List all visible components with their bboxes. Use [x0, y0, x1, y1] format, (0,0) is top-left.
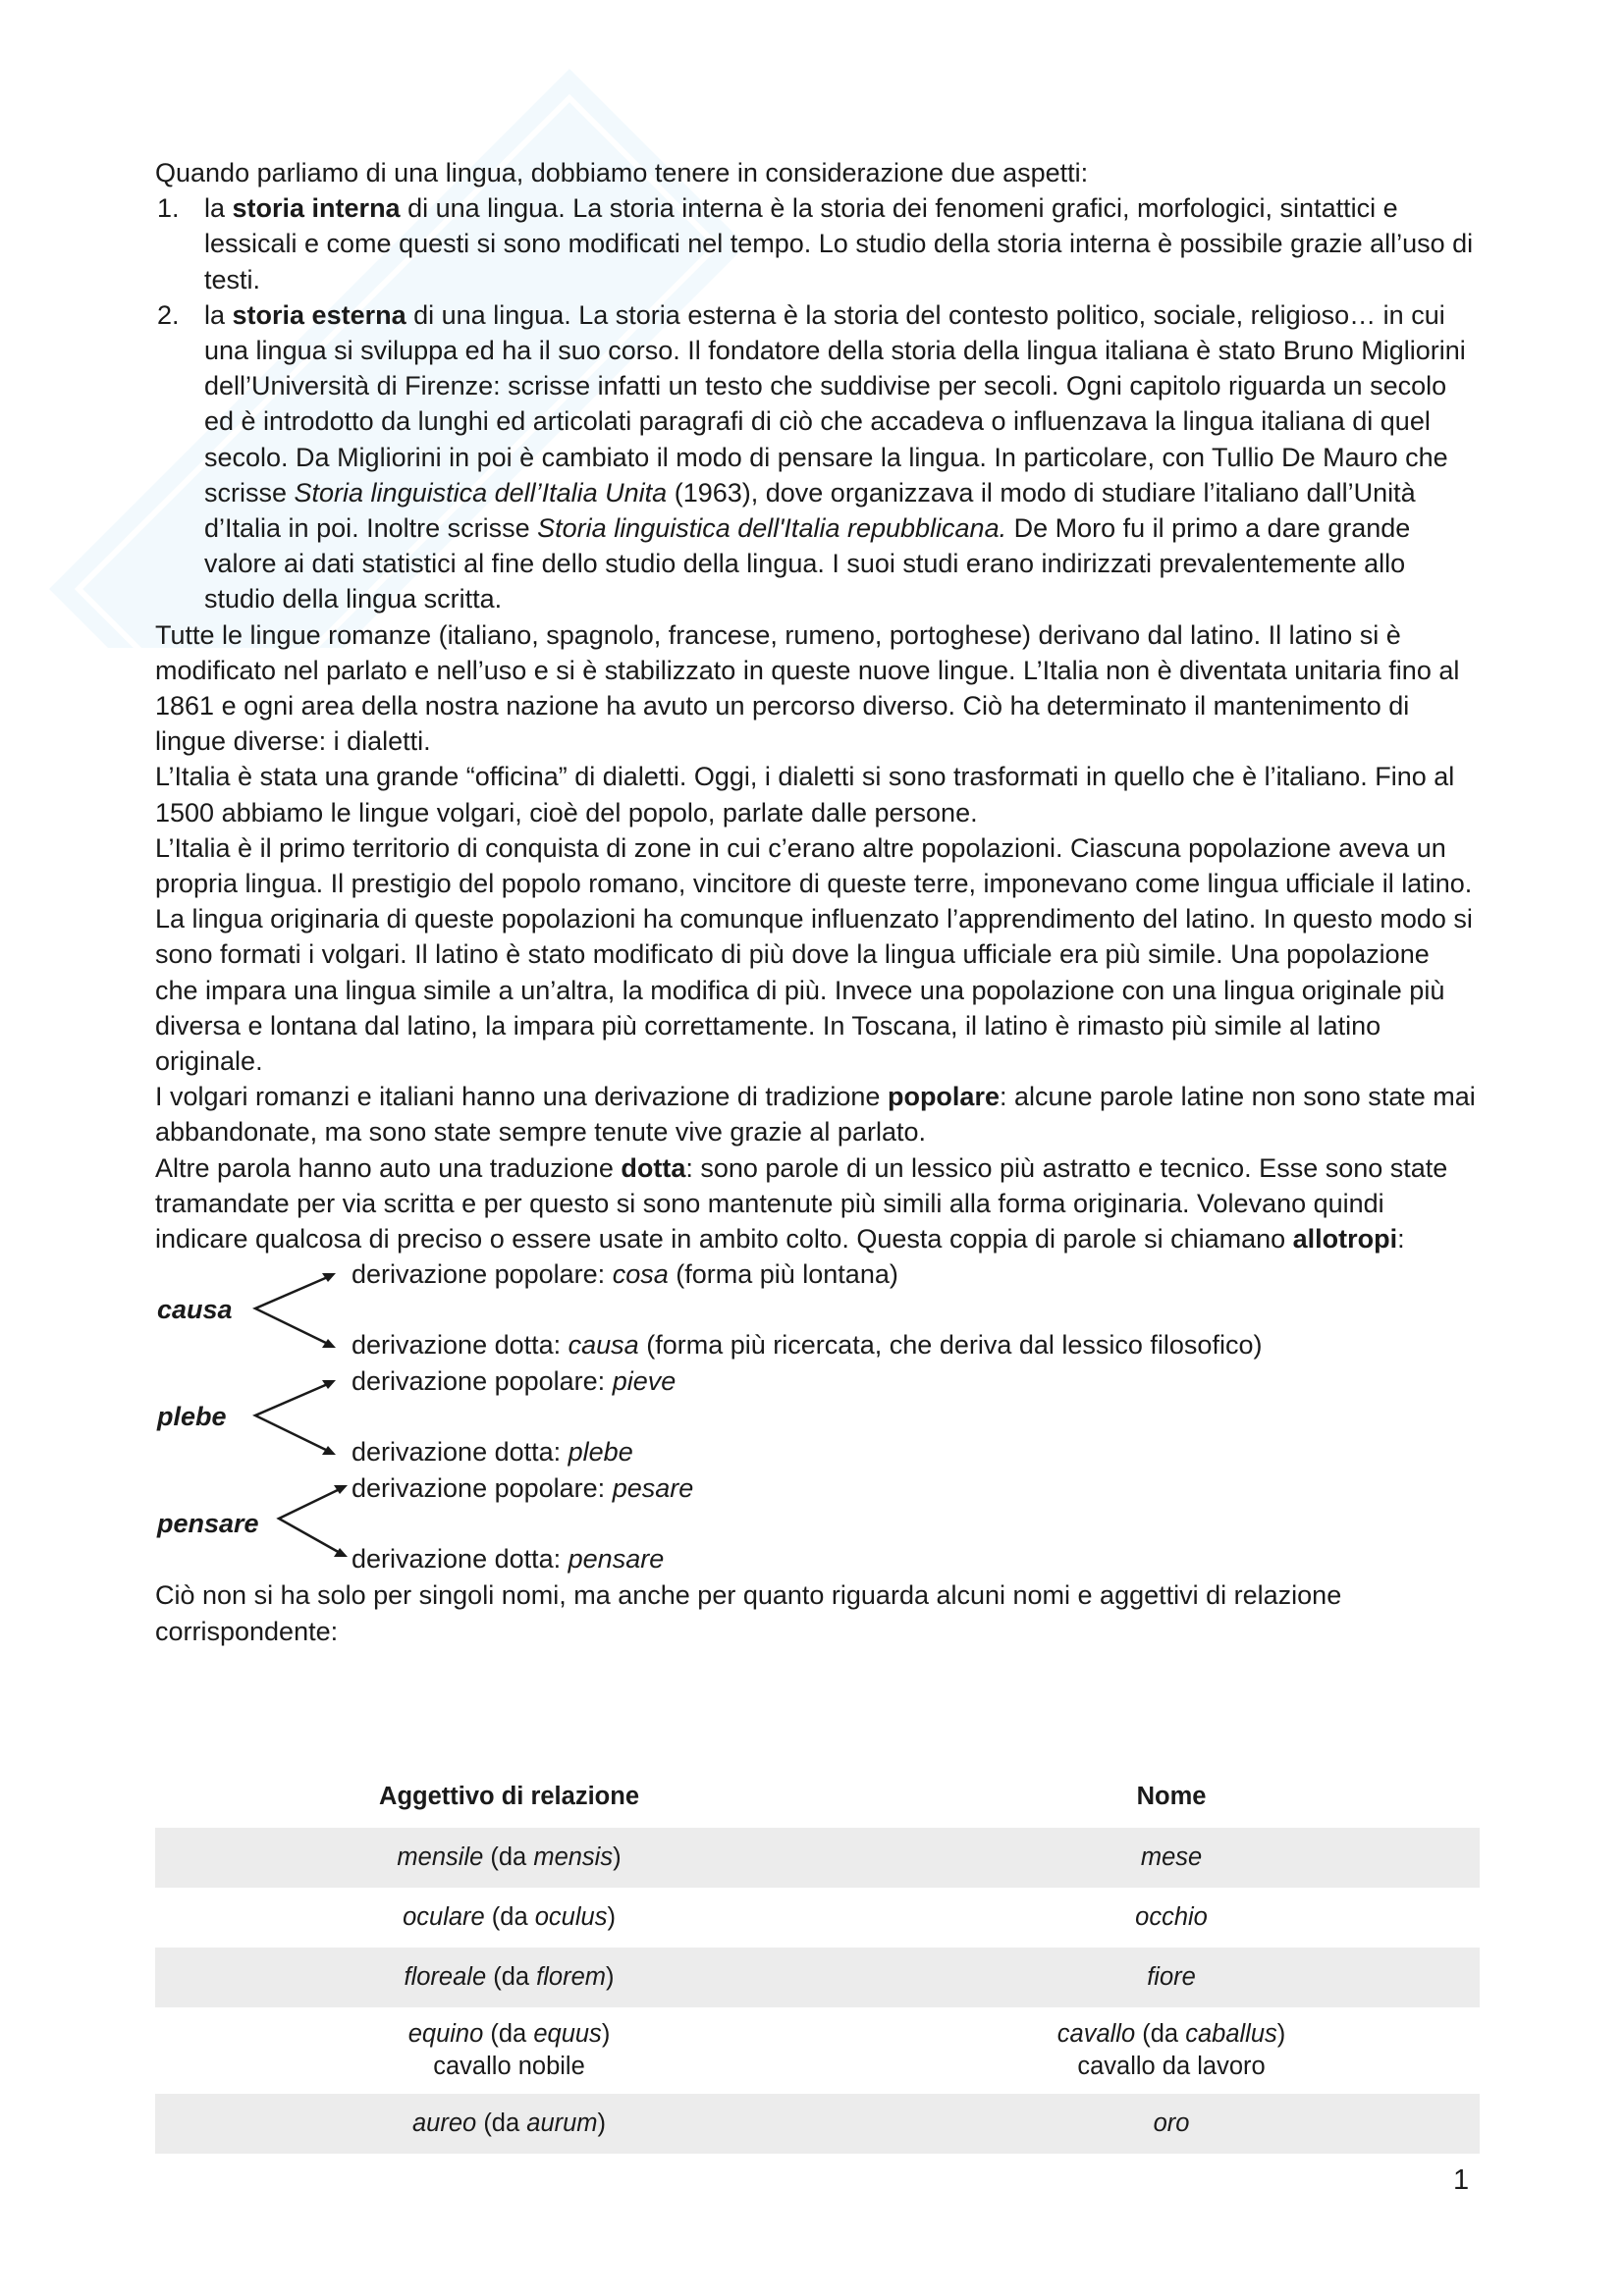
- table-cell: floreale (da florem): [155, 1948, 863, 2007]
- term-allotropi: allotropi: [1292, 1224, 1398, 1255]
- allotrope-word: causa: [157, 1295, 233, 1325]
- paragraph-popolare: I volgari romanzi e italiani hanno una derivazione di tradizione popolare: alcune parole latine non sono state mai abbandonate, ma sono state sempre tenute vive grazie al parlato.: [155, 1082, 1476, 1148]
- table-row: [155, 1828, 1480, 1888]
- table-cell: occhio: [1135, 1903, 1208, 1931]
- book-title: Storia linguistica dell'Italia repubblicana.: [537, 513, 1007, 544]
- table-cell: mese: [863, 1828, 1480, 1888]
- derivation-popular: derivazione popolare: pieve: [352, 1366, 677, 1397]
- column-header: Nome: [1136, 1782, 1207, 1810]
- relation-table: [155, 1765, 1480, 2154]
- paragraph: L’Italia è stata una grande “officina” di dialetti. Oggi, i dialetti si sono trasformati in quello che è l’italiano. Fino al 1500 abbiamo le lingue volgari, cioè del popolo, parlate dalle persone.: [155, 762, 1455, 828]
- allotropes-diagram: [155, 1256, 1476, 1577]
- allotrope-word: plebe: [157, 1402, 227, 1432]
- term-storia-interna: storia interna: [232, 193, 401, 224]
- derivation-learned: derivazione dotta: plebe: [352, 1437, 633, 1468]
- term-storia-esterna: storia esterna: [232, 299, 406, 330]
- table-row: [155, 1888, 1480, 1948]
- document-body: [155, 155, 1476, 1649]
- paragraph: L’Italia è il primo territorio di conquista di zone in cui c’erano altre popolazioni. Ciascuna popolazione aveva un propria lingua. Il prestigio del popolo romano, vincitore di queste terre, imponevano come lingua ufficiale il latino. La lingua originaria di queste popolazioni ha comunque influenzato l’apprendimento del latino. In questo modo si sono formati i volgari. Il latino è stato modificato di più dove la lingua ufficiale era più simile. Una popolazione che impara una lingua simile a un’altra, la modifica di più. Invece una popolazione con una lingua originale più diversa e lontana dal latino, la impara più correttamente. In Toscana, il latino è rimasto più simile al latino originale.: [155, 832, 1473, 1077]
- table-row: [155, 2007, 1480, 2094]
- table-cell: fiore: [863, 1948, 1480, 2007]
- table-cell: cavallo (da caballus) cavallo da lavoro: [1056, 2020, 1286, 2080]
- book-title: Storia linguistica dell’Italia Unita: [294, 477, 668, 507]
- table-row: [155, 1948, 1480, 2007]
- aspects-list: [155, 190, 1476, 616]
- column-header: Aggettivo di relazione: [379, 1782, 639, 1810]
- term-popolare: popolare: [887, 1082, 1000, 1112]
- list-number: 1.: [157, 193, 180, 224]
- table-cell: oculare (da oculus): [403, 1903, 616, 1931]
- paragraph-dotta: Altre parola hanno auto una traduzione dotta: sono parole di un lessico più astratto e tecnico. Esse sono state tramandate per via scritta e per questo si sono mantenute più simili alla forma originaria. Volevano quindi indicare qualcosa di preciso o essere usate in ambito colto. Questa coppia di parole si chiamano allotropi:: [155, 1152, 1448, 1255]
- allotrope-pair: [155, 1470, 1476, 1577]
- list-item: 2. la storia esterna di una lingua. La storia esterna è la storia del contesto politico, sociale, religioso… in cui una lingua si sviluppa ed ha il suo corso. Il fondatore della storia della lingua italiana è stato Bruno Migliorini dell’Università di Firenze: scrisse infatti un testo che suddivise per secoli. Ogni capitolo riguarda un secolo ed è introdotto da lunghi ed articolati paragrafi di ciò che accadeva o influenzava la lingua italiana di quel secolo. Da Migliorini in poi è cambiato il modo di pensare la lingua. In particolare, con Tullio De Mauro che scrisse Storia linguistica dell’Italia Unita (1963), dove organizzava il modo di studiare l’italiano dall’Unità d’Italia in poi. Inoltre scrisse Storia linguistica dell'Italia repubblicana. De Moro fu il primo a dare grande valore ai dati statistici al fine dello studio della lingua. I suoi studi erano indirizzati prevalentemente allo studio della lingua scritta.: [155, 297, 1476, 617]
- allotrope-pair: [155, 1256, 1476, 1363]
- page-number: 1: [1453, 2164, 1470, 2196]
- derivation-popular: derivazione popolare: cosa (forma più lontana): [352, 1259, 898, 1290]
- table-row: [155, 2094, 1480, 2154]
- derivation-learned: derivazione dotta: pensare: [352, 1544, 665, 1575]
- table-cell: mensile (da mensis): [155, 1828, 863, 1888]
- paragraph: Tutte le lingue romanze (italiano, spagnolo, francese, rumeno, portoghese) derivano dal latino. Il latino si è modificato nel parlato e nell’uso e si è stabilizzato in queste nuove lingue. L’Italia non è diventata unitaria fino al 1861 e ogni area della nostra nazione ha avuto un percorso diverso. Ciò ha determinato il mantenimento di lingue diverse: i dialetti.: [155, 619, 1460, 757]
- table-cell: equino (da equus) cavallo nobile: [407, 2020, 611, 2080]
- term-dotta: dotta: [621, 1152, 686, 1183]
- list-item: 1. la storia interna di una lingua. La storia interna è la storia dei fenomeni grafici, morfologici, sintattici e lessicali e come questi si sono modificati nel tempo. Lo studio della storia interna è possibile grazie all’uso di testi.: [155, 190, 1476, 297]
- table-cell: aureo (da aurum): [155, 2094, 863, 2154]
- table-header-row: [155, 1765, 1480, 1828]
- allotrope-word: pensare: [157, 1509, 259, 1539]
- derivation-popular: derivazione popolare: pesare: [352, 1473, 694, 1504]
- table-intro: Ciò non si ha solo per singoli nomi, ma anche per quanto riguarda alcuni nomi e aggettivi di relazione corrispondente:: [155, 1580, 1342, 1646]
- intro-text: Quando parliamo di una lingua, dobbiamo tenere in considerazione due aspetti:: [155, 158, 1089, 187]
- table-cell: oro: [863, 2094, 1480, 2154]
- allotrope-pair: [155, 1363, 1476, 1470]
- list-number: 2.: [157, 299, 180, 330]
- derivation-learned: derivazione dotta: causa (forma più ricercata, che deriva dal lessico filosofico): [352, 1330, 1263, 1361]
